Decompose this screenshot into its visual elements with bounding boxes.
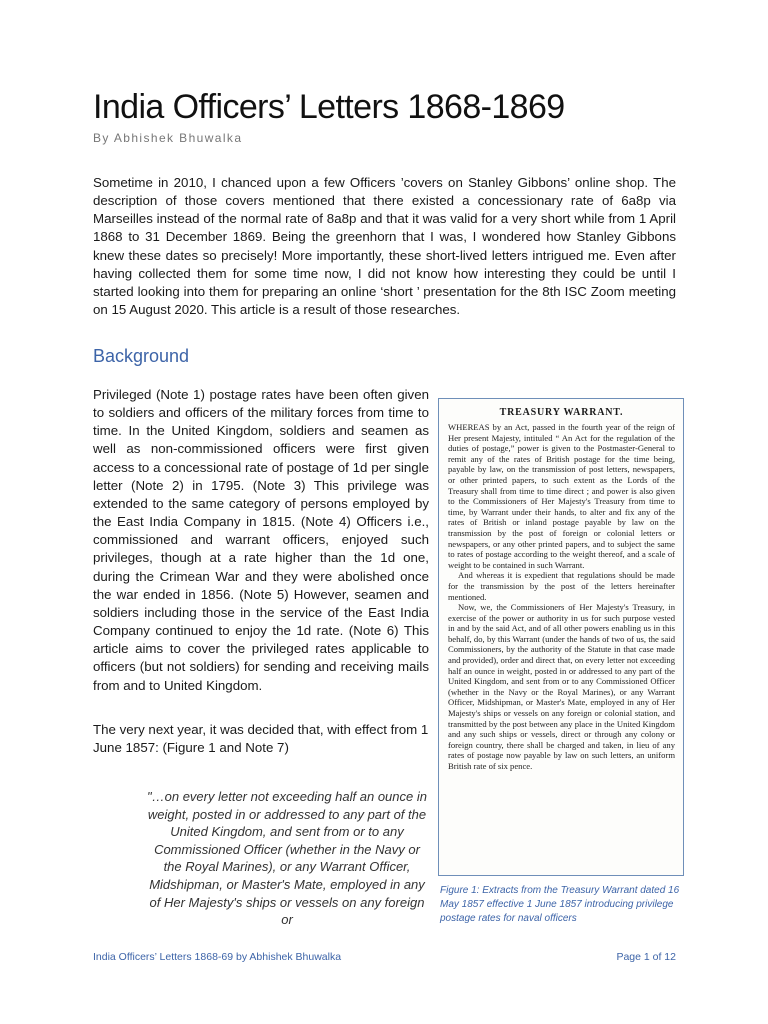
author-byline: By Abhishek Bhuwalka xyxy=(93,131,243,145)
footer-title: India Officers’ Letters 1868-69 by Abhishek Bhuwalka xyxy=(93,951,342,963)
warrant-paragraph: WHEREAS by an Act, passed in the fourth year of the reign of Her present Majesty, intituled “ An Act for the regulation of the duties of postage,” power is given to the Postmaster-General to remit any of the rates of British postage for the time being, payable by law, on the transmission of post letters, newspapers, or other printed papers, to such extent as the Lords of the Treasury shall from time to time direct ; and power is also given to the Commissioners of Her Majesty's Treasury from time to time, by Warrant under their hands, to alter and fix any of the rates of British or inland postage payable by law on the transmission by the post of foreign or colonial letters or newspapers, or any other printed papers, and to subject the same to rates of postage according to the weight thereof, and a scale of weight to be contained in such Warrant. xyxy=(448,422,675,570)
section-heading-background: Background xyxy=(93,346,190,366)
figure-caption: Figure 1: Extracts from the Treasury Warrant dated 16 May 1857 effective 1 June 1857 introducing privilege postage rates for naval officers xyxy=(440,885,680,924)
background-paragraph-1: Privileged (Note 1) postage rates have been often given to soldiers and officers of the military forces from time to time. In the United Kingdom, soldiers and seamen as well as non-commissioned officers were first given access to a concessional rate of postage of 1d per single letter (Note 2) in 1795. (Note 3) This privilege was extended to the same category of persons employed by the East India Company in 1815. (Note 4) Officers i.e., commissioned and warrant officers, enjoyed such privileges, though at a rate higher than the 1d one, during the Crimean War and they were abolished once the war ended in 1856. (Note 5) However, seamen and soldiers including those in the service of the East India Company continued to enjoy the 1d rate. (Note 6) This article aims to cover the privileged rates applicable to officers (but not soldiers) for sending and receiving mails from and to United Kingdom. xyxy=(93,387,429,693)
intro-paragraph: Sometime in 2010, I chanced upon a few Officers ’covers on Stanley Gibbons’ online shop. The description of those covers mentioned that there existed a concessionary rate of 6a8p via Marseilles instead of the normal rate of 8a8p and that it was valid for a very short while from 1 April 1868 to 31 December 1869. Being the greenhorn that I was, I wondered how Stanley Gibbons knew these dates so precisely! More importantly, these short-lived letters intrigued me. Even after having collected them for some time now, I did not know how interesting they could be until I started looking into them for preparing an online ‘short ’ presentation for the 8th ISC Zoom meeting on 15 August 2020. This article is a result of those researches. xyxy=(93,175,676,318)
warrant-paragraph: Now, we, the Commissioners of Her Majesty's Treasury, in exercise of the power or authority in us for such purpose vested in and by the said Act, and of all other powers enabling us in this behalf, do, by this Warrant (under the hands of two of us, the said Commissioners, by the authority of the Statute in that case made and provided), order and direct that, on every letter not exceeding half an ounce in weight, posted in or addressed to any part of the United Kingdom, and sent from or to any Commissioned Officer (whether in the Navy or the Royal Marines), or any Warrant Officer, Midshipman, or Master's Mate, employed in any of Her Majesty's ships or vessels on any foreign or colonial station, and transmitted by the post between any place in the United Kingdom and any such ships or vessels, direct or through any colony or foreign country, there shall be charged and taken, in lieu of any rates of postage now payable by law on such letters, an uniform British rate of six pence. xyxy=(448,602,675,771)
warrant-paragraph: And whereas it is expedient that regulations should be made for the transmission by the post of the letters hereinafter mentioned. xyxy=(448,570,675,602)
treasury-warrant-figure xyxy=(438,398,684,876)
background-paragraph-2: The very next year, it was decided that, with effect from 1 June 1857: (Figure 1 and Note 7) xyxy=(93,722,429,756)
quote-block: "…on every letter not exceeding half an ounce in weight, posted in or addressed to any part of the United Kingdom, and sent from or to any Commissioned Officer (whether in the Navy or the Royal Marines), or any Warrant Officer, Midshipman, or Master's Mate, employed in any of Her Majesty's ships or vessels on any foreign or xyxy=(147,789,427,928)
warrant-title: TREASURY WARRANT. xyxy=(499,407,624,418)
page-number: Page 1 of 12 xyxy=(616,951,676,963)
document-title: India Officers’ Letters 1868-1869 xyxy=(93,88,565,126)
